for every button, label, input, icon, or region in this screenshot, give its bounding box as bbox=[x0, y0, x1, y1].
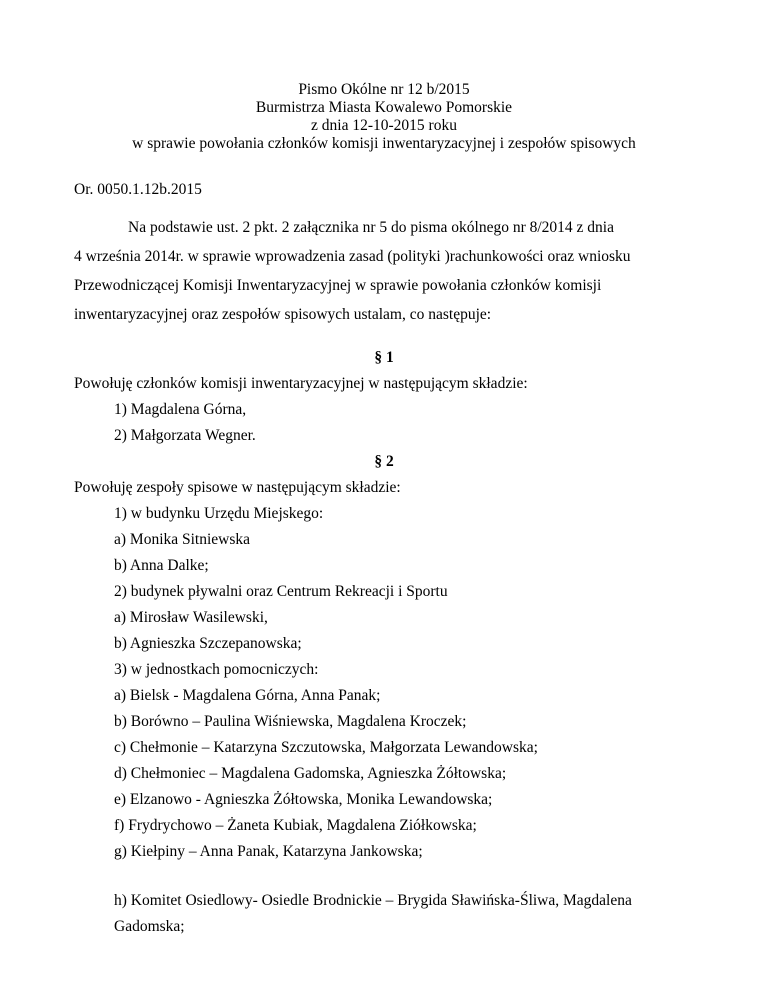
list-item: d) Chełmoniec – Magdalena Gadomska, Agnieszka Żółtowska; bbox=[114, 765, 507, 782]
reference-number: Or. 0050.1.12b.2015 bbox=[74, 181, 202, 198]
list-item: g) Kiełpiny – Anna Panak, Katarzyna Jankowska; bbox=[114, 843, 423, 860]
section-1-intro: Powołuję członków komisji inwentaryzacyjnej w następującym składzie: bbox=[74, 375, 528, 392]
list-item: h) Komitet Osiedlowy- Osiedle Brodnickie – Brygida Sławińska-Śliwa, Magdalena bbox=[114, 892, 632, 909]
subject-line: w sprawie powołania członków komisji inwentaryzacyjnej i zespołów spisowych bbox=[132, 135, 636, 152]
list-item: b) Agnieszka Szczepanowska; bbox=[114, 635, 302, 652]
date-line: z dnia 12-10-2015 roku bbox=[311, 117, 457, 134]
section-2-intro: Powołuję zespoły spisowe w następującym składzie: bbox=[74, 479, 401, 496]
section-2-heading: § 2 bbox=[374, 453, 394, 470]
list-item: a) Mirosław Wasilewski, bbox=[114, 609, 268, 626]
section-1-heading: § 1 bbox=[374, 349, 394, 366]
preamble-line-3: Przewodniczącej Komisji Inwentaryzacyjnej w sprawie powołania członków komisji bbox=[74, 277, 602, 294]
preamble-line-1: Na podstawie ust. 2 pkt. 2 załącznika nr 5 do pisma okólnego nr 8/2014 z dnia bbox=[128, 219, 614, 236]
issuer-line: Burmistrza Miasta Kowalewo Pomorskie bbox=[255, 99, 513, 116]
list-item-continuation: Gadomska; bbox=[114, 918, 185, 935]
list-item: b) Borówno – Paulina Wiśniewska, Magdalena Kroczek; bbox=[114, 713, 467, 730]
list-item: b) Anna Dalke; bbox=[114, 557, 209, 574]
list-item: 2) budynek pływalni oraz Centrum Rekreacji i Sportu bbox=[114, 583, 448, 600]
list-item: f) Frydrychowo – Żaneta Kubiak, Magdalena Ziółkowska; bbox=[114, 817, 477, 834]
document-title: Pismo Okólne nr 12 b/2015 bbox=[298, 81, 470, 98]
list-item: 3) w jednostkach pomocniczych: bbox=[114, 661, 319, 678]
list-item: 2) Małgorzata Wegner. bbox=[114, 427, 256, 444]
preamble-line-2: 4 września 2014r. w sprawie wprowadzenia zasad (polityki )rachunkowości oraz wniosku bbox=[74, 248, 631, 265]
list-item: a) Monika Sitniewska bbox=[114, 531, 251, 548]
preamble-line-4: inwentaryzacyjnej oraz zespołów spisowych ustalam, co następuje: bbox=[74, 306, 492, 323]
list-item: 1) Magdalena Górna, bbox=[114, 401, 247, 418]
list-item: c) Chełmonie – Katarzyna Szczutowska, Małgorzata Lewandowska; bbox=[114, 739, 538, 756]
list-item: a) Bielsk - Magdalena Górna, Anna Panak; bbox=[114, 687, 381, 704]
list-item: 1) w budynku Urzędu Miejskego: bbox=[114, 505, 324, 522]
list-item: e) Elzanowo - Agnieszka Żółtowska, Monika Lewandowska; bbox=[114, 791, 493, 808]
